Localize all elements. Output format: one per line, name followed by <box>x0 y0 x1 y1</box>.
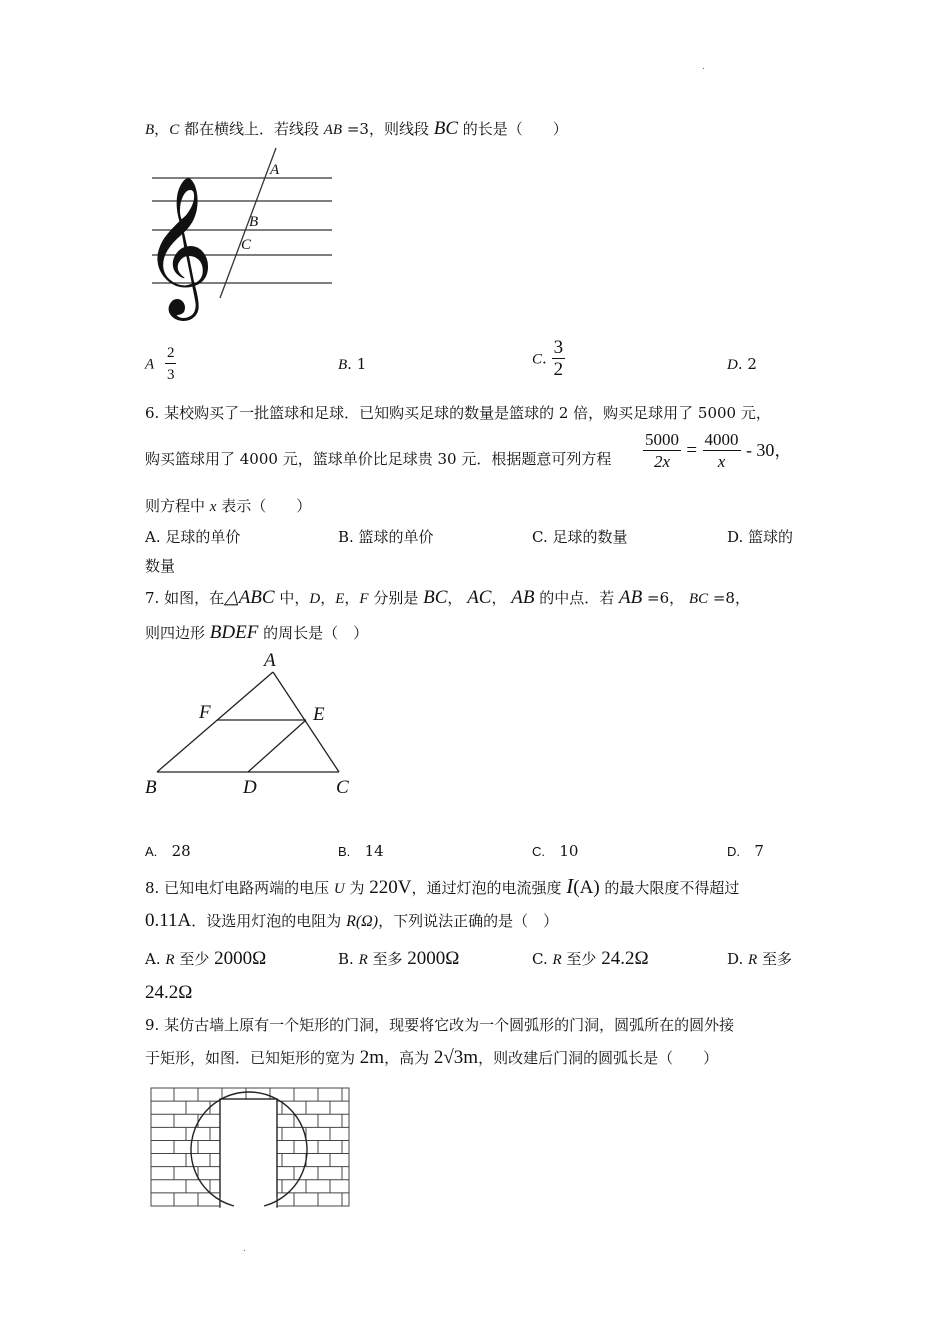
q5-option-d[interactable]: D. 2 <box>727 355 757 373</box>
q7-option-c[interactable]: C. 10 <box>532 842 579 860</box>
side-AC <box>273 672 339 772</box>
q9-line2: 于矩形，如图．已知矩形的宽为 2m，高为 2√3m，则改建后门洞的圆弧长是（ ） <box>145 1047 719 1068</box>
q7-option-a[interactable]: A. 28 <box>145 842 191 860</box>
label-C: C <box>336 777 349 798</box>
header-dot: . <box>702 62 705 72</box>
fraction: $\frac{2}{3}$ <box>166 345 175 383</box>
label-D: D <box>243 777 257 798</box>
q8-option-a[interactable]: A. R 至少 2000Ω <box>145 948 267 969</box>
q8-option-d[interactable]: D. R 至多 <box>727 950 792 968</box>
q5-option-a[interactable]: A $\frac{2}{3}$ <box>145 343 176 386</box>
q5-option-b[interactable]: B. 1 <box>338 355 367 373</box>
label-C: C <box>241 237 252 253</box>
q6-option-d-wrap: 数量 <box>145 557 176 575</box>
rectangular-doorway <box>220 1099 277 1207</box>
q6-option-d[interactable]: D. 篮球的 <box>727 528 794 546</box>
q6-option-a[interactable]: A. 足球的单价 <box>145 528 241 546</box>
q8-option-d-wrap: 24.2Ω <box>145 982 193 1003</box>
slant-line <box>220 148 276 298</box>
treble-clef-icon: 𝄞 <box>143 176 214 315</box>
label-A: A <box>270 162 280 178</box>
label-F: F <box>199 702 211 723</box>
q8-option-c[interactable]: C. R 至少 24.2Ω <box>532 948 649 969</box>
q6-line2: 购买篮球用了 4000 元，篮球单价比足球贵 30 元．根据题意可列方程 <box>145 450 612 468</box>
side-AB <box>157 672 273 772</box>
q5-stem: B，C 都在横线上．若线段 AB =3，则线段 BC 的长是（ ） <box>145 118 568 139</box>
q6-line3: 则方程中 x 表示（ ） <box>145 497 312 515</box>
q7-line1: 7. 如图，在△ABC 中，D，E，F 分别是 BC， AC， AB 的中点．若 AB =6， BC =8， <box>145 587 750 608</box>
q6-line1: 6. 某校购买了一批篮球和足球．已知购买足球的数量是篮球的 2 倍，购买足球用了 5000 元， <box>145 404 771 422</box>
q8-option-b[interactable]: B. R 至多 2000Ω <box>338 948 460 969</box>
staff-figure <box>140 148 340 315</box>
q6-equation: $\frac{5000}{2x}$ = $\frac{4000}{x}$ - 30， <box>645 430 792 471</box>
label-B: B <box>145 777 157 798</box>
segment-ED <box>248 720 306 772</box>
label-E: E <box>313 704 325 725</box>
q7-option-d[interactable]: D. 7 <box>727 842 764 860</box>
footer-dot: . <box>243 1244 246 1254</box>
label-B: B <box>249 214 259 230</box>
q8-line2: 0.11A．设选用灯泡的电阻为 R(Ω)，下列说法正确的是（ ） <box>145 910 559 931</box>
q6-option-b[interactable]: B. 篮球的单价 <box>338 528 434 546</box>
triangle-figure <box>140 648 370 798</box>
q5-option-c[interactable]: C. $\frac{3}{2}$ <box>532 337 564 380</box>
fraction: $\frac{3}{2}$ <box>553 337 564 380</box>
q7-line2: 则四边形 BDEF 的周长是（ ） <box>145 622 369 643</box>
q7-option-b[interactable]: B. 14 <box>338 842 384 860</box>
label-A: A <box>264 650 276 671</box>
brick-wall-figure <box>150 1087 350 1207</box>
q9-line1: 9. 某仿古墙上原有一个矩形的门洞，现要将它改为一个圆弧形的门洞，圆弧所在的圆外接 <box>145 1016 735 1034</box>
q6-option-c[interactable]: C. 足球的数量 <box>532 528 628 546</box>
q8-line1: 8. 已知电灯电路两端的电压 U 为 220V，通过灯泡的电流强度 I(A) 的最大限度不得超过 <box>145 874 740 898</box>
